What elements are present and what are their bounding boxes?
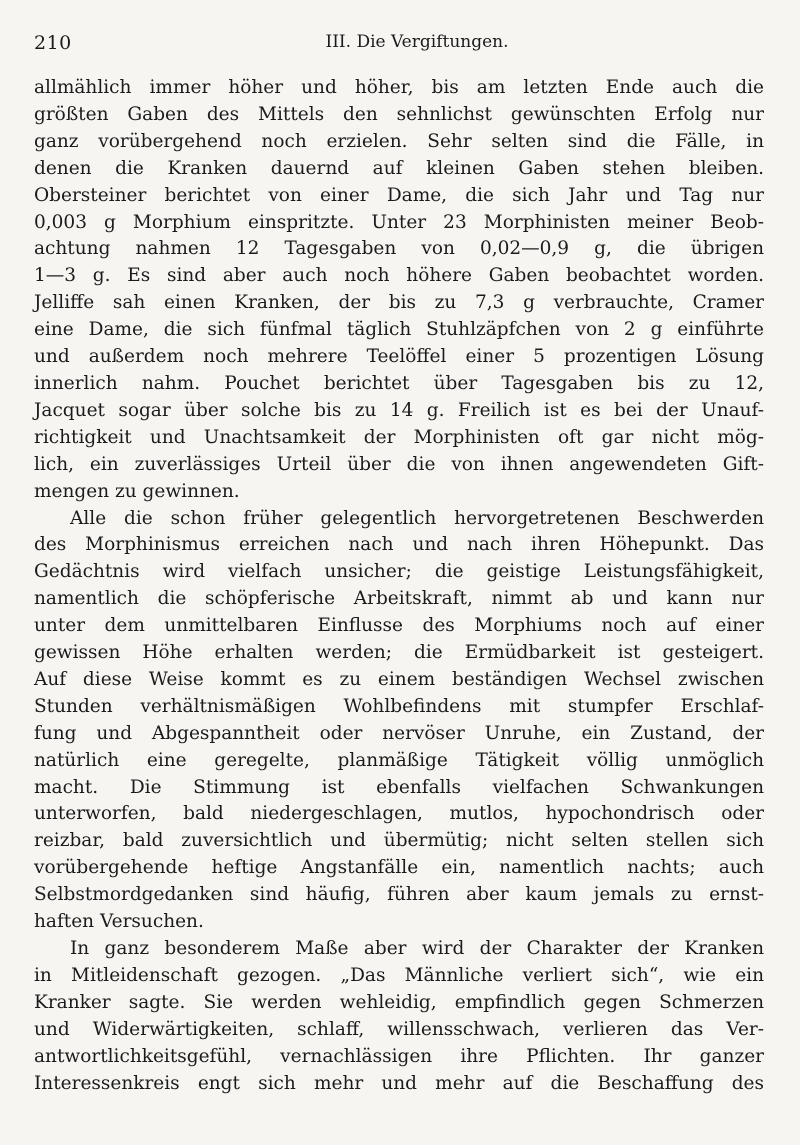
text-line: vorübergehende heftige Angstanfälle ein, namentlich nachts; auch bbox=[34, 857, 764, 879]
text-line: Jelliffe sah einen Kranken, der bis zu 7,3 g verbrauchte, Cramer bbox=[34, 292, 764, 314]
running-head: III. Die Vergiftungen. bbox=[325, 32, 509, 52]
paragraph-3 bbox=[34, 936, 764, 1097]
text-line: größten Gaben des Mittels den sehnlichst gewünschten Erfolg nur bbox=[34, 103, 764, 125]
text-line: fung und Abgespanntheit oder nervöser Unruhe, ein Zustand, der bbox=[34, 722, 764, 744]
text-line: natürlich eine geregelte, planmäßige Tätigkeit völlig unmöglich bbox=[34, 749, 764, 771]
text-line: Jacquet sogar über solche bis zu 14 g. Freilich ist es bei der Unauf- bbox=[34, 399, 764, 421]
text-line: macht. Die Stimmung ist ebenfalls vielfachen Schwankungen bbox=[34, 776, 764, 798]
text-line: richtigkeit und Unachtsamkeit der Morphinisten oft gar nicht mög- bbox=[34, 426, 764, 448]
paragraph-2 bbox=[34, 506, 764, 937]
text-line: achtung nahmen 12 Tagesgaben von 0,02—0,9 g, die übrigen bbox=[34, 238, 764, 260]
text-line: In ganz besonderem Maße aber wird der Charakter der Kranken bbox=[70, 938, 764, 959]
text-line: innerlich nahm. Pouchet berichtet über Tagesgaben bis zu 12, bbox=[34, 372, 764, 394]
text-line: Auf diese Weise kommt es zu einem beständigen Wechsel zwischen bbox=[34, 668, 764, 690]
text-line: 0,003 g Morphium einspritzte. Unter 23 Morphinisten meiner Beob- bbox=[34, 211, 764, 233]
text-line: Stunden verhältnismäßigen Wohlbefindens mit stumpfer Erschlaf- bbox=[34, 695, 764, 717]
text-line: ganz vorübergehend noch erzielen. Sehr selten sind die Fälle, in bbox=[34, 130, 764, 152]
text-line: unter dem unmittelbaren Einflusse des Morphiums noch auf einer bbox=[34, 615, 764, 637]
page-number: 210 bbox=[34, 32, 72, 54]
paragraph-1 bbox=[34, 75, 764, 506]
text-line: gewissen Höhe erhalten werden; die Ermüdbarkeit ist gesteigert. bbox=[34, 642, 764, 664]
text-line: eine Dame, die sich fünfmal täglich Stuhlzäpfchen von 2 g einführte bbox=[34, 319, 764, 341]
page-header bbox=[34, 30, 760, 60]
text-line: Alle die schon früher gelegentlich hervorgetretenen Beschwerden bbox=[70, 507, 764, 529]
text-line: lich, ein zuverlässiges Urteil über die von ihnen angewendeten Gift- bbox=[34, 453, 764, 475]
text-line: namentlich die schöpferische Arbeitskraft, nimmt ab und kann nur bbox=[34, 588, 764, 610]
text-line: antwortlichkeitsgefühl, vernachlässigen ihre Pflichten. Ihr ganzer bbox=[34, 1045, 764, 1067]
text-line: allmählich immer höher und höher, bis am letzten Ende auch die bbox=[34, 77, 764, 98]
text-line: Obersteiner berichtet von einer Dame, die sich Jahr und Tag nur bbox=[34, 184, 764, 206]
text-line: unterworfen, bald niedergeschlagen, mutlos, hypochondrisch oder bbox=[34, 803, 764, 825]
body-text bbox=[34, 75, 764, 1097]
text-line: Selbstmordgedanken sind häufig, führen aber kaum jemals zu ernst- bbox=[34, 884, 764, 906]
text-line: reizbar, bald zuversichtlich und übermütig; nicht selten stellen sich bbox=[34, 830, 764, 852]
text-line: in Mitleidenschaft gezogen. „Das Männliche verliert sich“, wie ein bbox=[34, 964, 764, 986]
text-line: und außerdem noch mehrere Teelöffel einer 5 prozentigen Lösung bbox=[34, 346, 764, 368]
text-line: 1—3 g. Es sind aber auch noch höhere Gaben beobachtet worden. bbox=[34, 265, 764, 287]
text-line: Gedächtnis wird vielfach unsicher; die geistige Leistungsfähigkeit, bbox=[34, 561, 764, 583]
text-line: und Widerwärtigkeiten, schlaff, willensschwach, verlieren das Ver- bbox=[34, 1018, 764, 1040]
text-line: des Morphinismus erreichen nach und nach ihren Höhepunkt. Das bbox=[34, 534, 764, 556]
text-line: mengen zu gewinnen. bbox=[34, 480, 240, 502]
text-line: Kranker sagte. Sie werden wehleidig, empfindlich gegen Schmerzen bbox=[34, 991, 764, 1013]
text-line: haften Versuchen. bbox=[34, 911, 204, 933]
text-line: denen die Kranken dauernd auf kleinen Gaben stehen bleiben. bbox=[34, 157, 764, 179]
text-line: Interessenkreis engt sich mehr und mehr auf die Beschaffung des bbox=[34, 1072, 764, 1094]
